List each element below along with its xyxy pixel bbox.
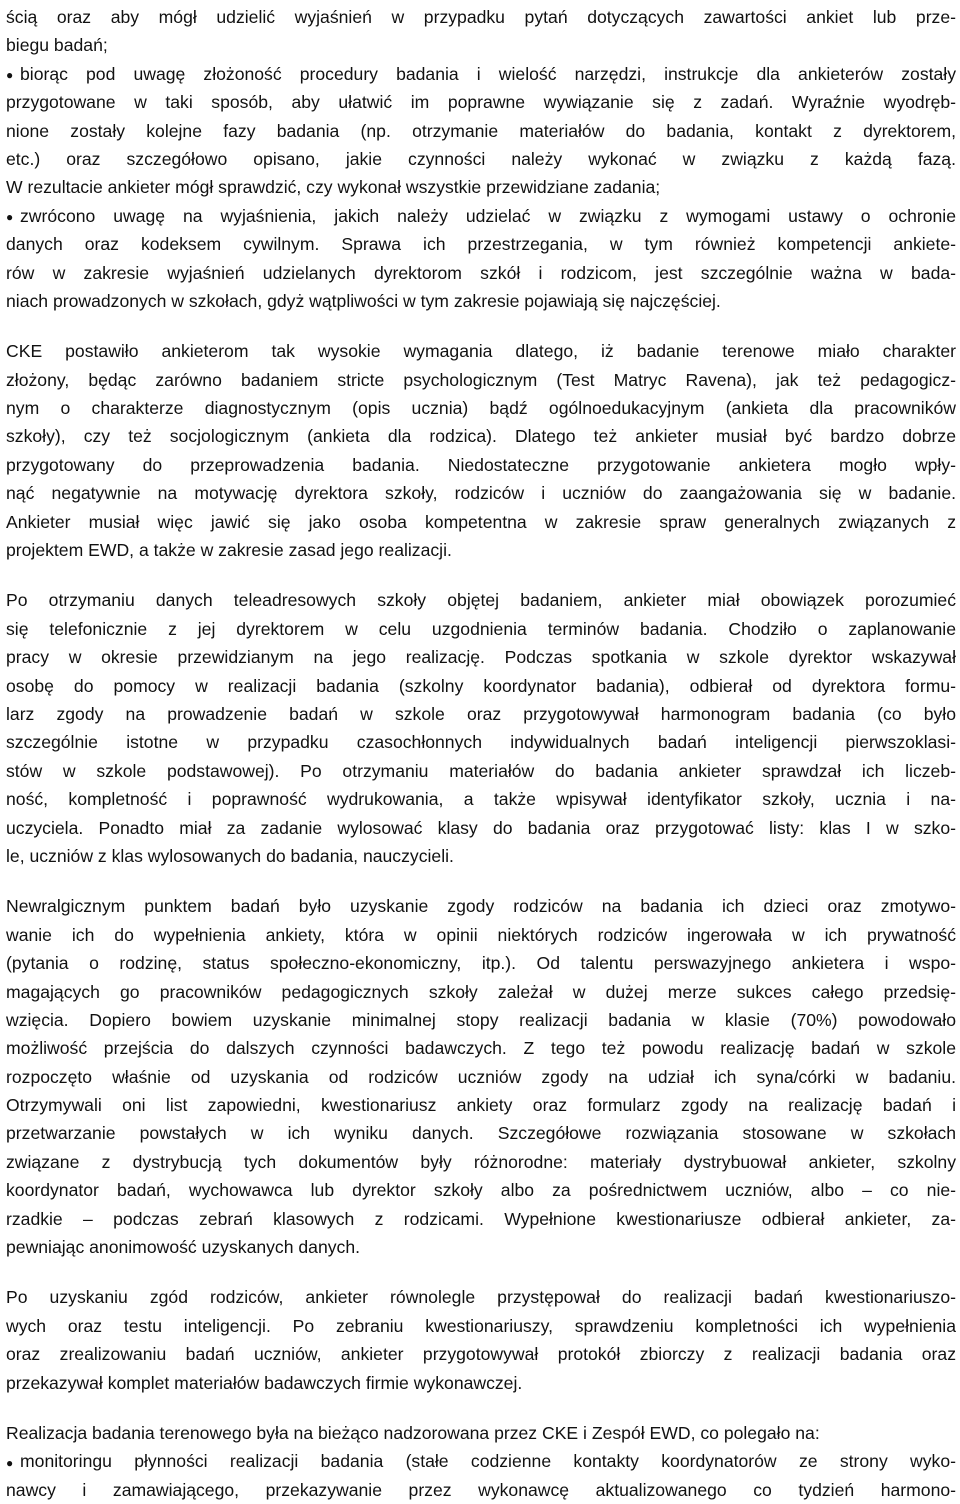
text-line: rzadkie – podczas zebrań klasowych z rodzicami. Wypełnione kwestionariusze odbierał ankieter, za- [6,1208,956,1229]
list-item [6,60,956,88]
text-line: przekazywał komplet materiałów badawczych firmie wykonawczej. [6,1372,523,1393]
text-line: przetwarzanie powstałych w ich wyniku danych. Szczegółowe rozwiązania stosowane w szkołach [6,1123,956,1144]
paragraph-gap [6,315,956,337]
text-line: nawcy i zamawiającego, przekazywanie przez wykonawcę aktualizowanego co tydzień harmono- [6,1479,956,1500]
text-line: pracy w okresie przewidzianym na jego realizację. Podczas spotkania w szkole dyrektor wskazywał [6,647,956,668]
text-line: Realizacja badania terenowego była na bieżąco nadzorowana przez CKE i Zespół EWD, co polegało na: [6,1422,820,1443]
text-line: nym o charakterze diagnostycznym (opis ucznia) bądź ogólnoedukacyjnym (ankieta dla pracowników [6,398,956,419]
text-line: etc.) oraz szczegółowo opisano, jakie czynności należy wykonać w związku z każdą fazą. [6,148,956,169]
text-line: pewniając anonimowość uzyskanych danych. [6,1237,361,1258]
document-page [6,3,956,1504]
text-line: rozpoczęto właśnie od uzyskania od rodziców uczniów zgody na udział ich syna/córki w badaniu. [6,1066,956,1087]
paragraph-gap [6,1397,956,1419]
text-line: CKE postawiło ankieterom tak wysokie wymagania dlatego, iż badanie terenowe miało charakter [6,341,956,362]
text-line: biorąc pod uwagę złożoność procedury badania i wielość narzędzi, instrukcje dla ankieterów zostały [20,63,956,84]
text-line: szkoły), czy też socjologicznym (ankieta dla rodzica). Dlatego też ankieter musiał być bardzo dobrze [6,426,956,447]
text-line: W rezultacie ankieter mógł sprawdzić, czy wykonał wszystkie przewidziane zadania; [6,177,661,198]
text-line: złożony, będąc zarówno badaniem stricte psychologicznym (Test Matryc Ravena), jak też pedagogicz- [6,369,956,390]
text-line: nąć negatywnie na motywację dyrektora szkoły, rodziców i uczniów do zaangażowania się w badanie. [6,483,956,504]
text-line: Otrzymywali oni list zapowiedni, kwestionariusz ankiety oraz formularz zgody na realizację badań i [6,1095,956,1116]
text-line: koordynator badań, wychowawca lub dyrektor szkoły albo za pośrednictwem uczniów, albo – co nie- [6,1180,956,1201]
text-line: się telefonicznie z jej dyrektorem w celu uzgodnienia terminów badania. Chodziło o zaplanowanie [6,618,956,639]
paragraph-gap [6,870,956,892]
text-line: przygotowany do przeprowadzenia badania. Niedostateczne przygotowanie ankietera mogło wpły- [6,454,956,475]
text-line: (pytania o rodzinę, status społeczno-ekonomiczny, itp.). Od talentu perswazyjnego ankietera i wspo- [6,953,956,974]
text-line: le, uczniów z klas wylosowanych do badania, nauczycieli. [6,845,454,866]
text-line: rów w zakresie wyjaśnień udzielanych dyrektorom szkół i rodzicom, jest szczególnie ważna w bada- [6,262,956,283]
bullet-icon: ● [6,209,14,224]
paragraph [6,1419,956,1447]
text-line: szczególnie istotne w przypadku czasochłonnych indywidualnych badań inteligencji pierwszoklasi- [6,732,956,753]
paragraph [6,586,956,870]
text-line: biegu badań; [6,35,108,56]
text-line: Po uzyskaniu zgód rodziców, ankieter równolegle przystępował do realizacji badań kwestionariuszo- [6,1287,956,1308]
list-item [6,202,956,230]
paragraph [6,1283,956,1397]
paragraph [6,892,956,1261]
text-line: projektem EWD, a także w zakresie zasad jego realizacji. [6,540,452,561]
text-line: monitoringu płynności realizacji badania (stałe codzienne kontakty koordynatorów ze strony wyko- [20,1451,956,1472]
text-line: danych oraz kodeksem cywilnym. Sprawa ich przestrzegania, w tym również kompetencji ankiete- [6,234,956,255]
text-line: wych oraz testu inteligencji. Po zebraniu kwestionariuszy, sprawdzeniu kompletności ich wypełnienia [6,1315,956,1336]
paragraph-gap [6,564,956,586]
bullet-list [6,3,956,315]
text-line: przygotowane w taki sposób, aby ułatwić im poprawne wywiązanie się z zadań. Wyraźnie wyodręb- [6,92,956,113]
text-line: niach prowadzonych w szkołach, gdyż wątpliwości w tym zakresie pojawiają się najczęściej. [6,290,721,311]
text-line: zwrócono uwagę na wyjaśnienia, jakich należy udzielać w związku z wymogami ustawy o ochronie [20,205,956,226]
text-line: wanie ich do wypełnienia ankiety, która w opinii niektórych rodziców ingerowała w ich prywatność [6,924,956,945]
paragraph-gap [6,1261,956,1283]
text-line: związane z dystrybucją tych dokumentów były różnorodne: materiały dystrybuował ankieter, szkolny [6,1151,956,1172]
text-line: larz zgody na prowadzenie badań w szkole oraz przygotowywał harmonogram badania (co było [6,703,956,724]
text-line: ność, kompletność i poprawność wydrukowania, a także wpisywał identyfikator szkoły, ucznia i na- [6,789,956,810]
bullet-list [6,1447,956,1504]
text-line: osobę do pomocy w realizacji badania (szkolny koordynator badania), odbierał od dyrektora formu- [6,675,956,696]
text-line: magających go pracowników pedagogicznych szkoły zależał w dużej merze sukces całego przedsię- [6,981,956,1002]
text-line: Po otrzymaniu danych teleadresowych szkoły objętej badaniem, ankieter miał obowiązek porozumieć [6,590,956,611]
text-line: wzięcia. Dopiero bowiem uzyskanie minimalnej stopy realizacji badania w klasie (70%) powodowało [6,1009,956,1030]
text-line: Newralgicznym punktem badań było uzyskanie zgody rodziców na badania ich dzieci oraz zmotywo- [6,896,956,917]
text-line: oraz zrealizowaniu badań uczniów, ankieter przygotowywał protokół zbiorczy z realizacji badania oraz [6,1344,956,1365]
list-item [6,1447,956,1475]
text-line: nione zostały kolejne fazy badania (np. otrzymanie materiałów do badania, kontakt z dyrektorem, [6,120,956,141]
text-line: ścią oraz aby mógł udzielić wyjaśnień w przypadku pytań dotyczących zawartości ankiet lub prze- [6,7,956,27]
text-line: stów w szkole podstawowej). Po otrzymaniu materiałów do badania ankieter sprawdzał ich liczeb- [6,760,956,781]
text-line: możliwość przejścia do dalszych czynności badawczych. Z tego też powodu realizację badań w szkole [6,1038,956,1059]
text-line: Ankieter musiał więc jawić się jako osoba kompetentna w zakresie spraw generalnych związanych z [6,511,956,532]
paragraph [6,337,956,564]
bullet-icon: ● [6,67,14,82]
bullet-icon: ● [6,1455,14,1470]
text-line: uczyciela. Ponadto miał za zadanie wylosować klasy do badania oraz przygotować listy: klas I w szko- [6,817,956,838]
